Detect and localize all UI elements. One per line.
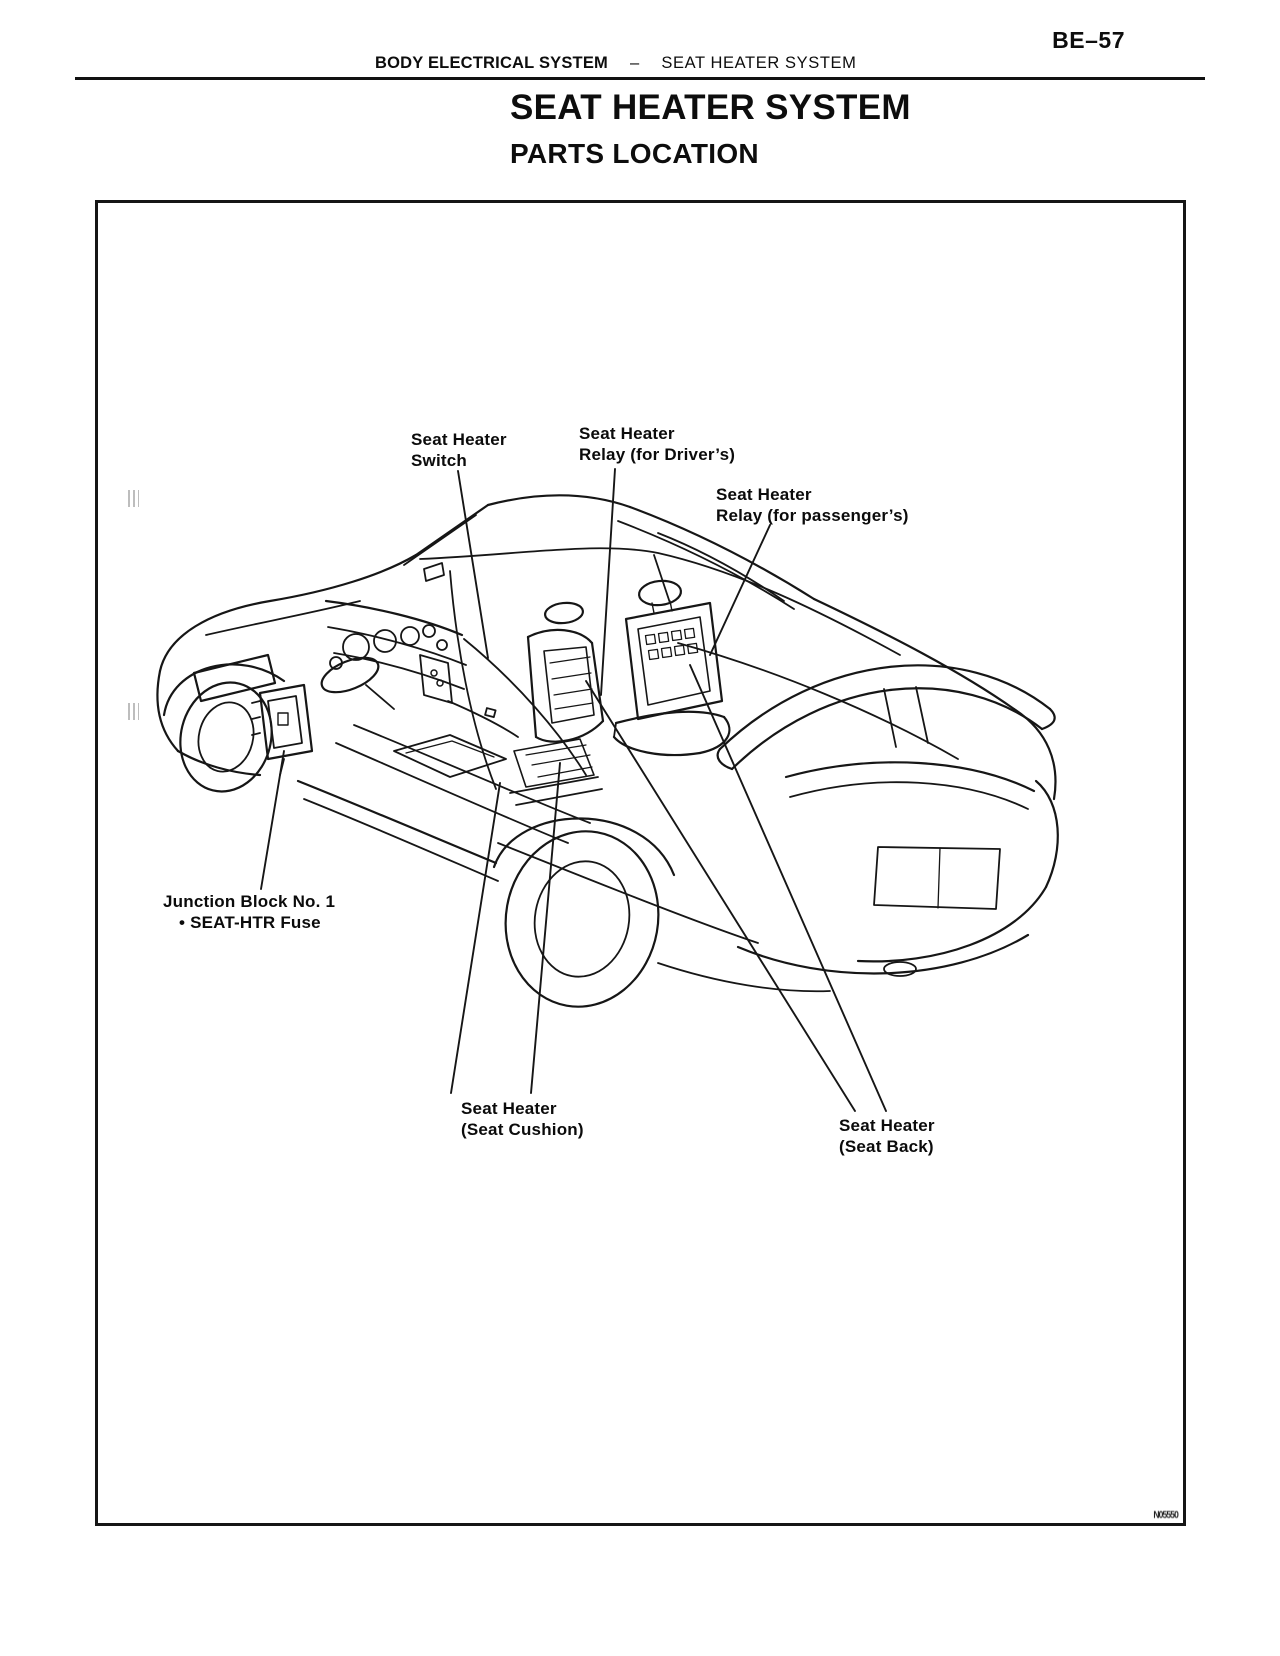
seat-back-element-grid (645, 628, 697, 659)
callout-junction-block: Junction Block No. 1 • SEAT-HTR Fuse (163, 892, 336, 933)
callout-relay-passenger: Seat Heater Relay (for passenger’s) (716, 485, 909, 526)
callout-relay-driver: Seat Heater Relay (for Driver’s) (579, 424, 736, 465)
leader-seat-back-b (690, 665, 886, 1111)
seat-back-heater-pad (544, 647, 594, 723)
leader-switch (458, 471, 488, 658)
callout-seat-back: Seat Heater (Seat Back) (839, 1116, 935, 1157)
running-header (375, 54, 856, 73)
leader-junction-block (261, 751, 284, 889)
car-body (157, 495, 1014, 943)
rear-wing (718, 665, 1055, 769)
header-separator: – (629, 54, 640, 72)
header-section: BODY ELECTRICAL SYSTEM (375, 54, 608, 72)
callout-seat-heater-switch: Seat Heater Switch (411, 430, 507, 471)
header-subsection: SEAT HEATER SYSTEM (661, 54, 857, 72)
header-rule (75, 77, 1205, 80)
parts-location-figure (95, 200, 1186, 1526)
figure-code-stamp: N05550 (1153, 1510, 1178, 1521)
passenger-seat (614, 579, 729, 755)
driver-seat (510, 601, 603, 805)
callout-seat-cushion: Seat Heater (Seat Cushion) (461, 1099, 584, 1140)
dashboard (317, 601, 518, 737)
leader-seat-cushion-a (451, 783, 500, 1093)
page-number: BE–57 (1052, 27, 1125, 53)
car-illustration (98, 203, 1183, 1523)
page-subtitle: PARTS LOCATION (510, 138, 759, 169)
leader-relay-driver (601, 469, 615, 695)
leader-lines (261, 469, 886, 1111)
rear-wheel (492, 818, 674, 1018)
page-title: SEAT HEATER SYSTEM (510, 88, 911, 127)
seat-heater-switch-part (485, 708, 496, 717)
